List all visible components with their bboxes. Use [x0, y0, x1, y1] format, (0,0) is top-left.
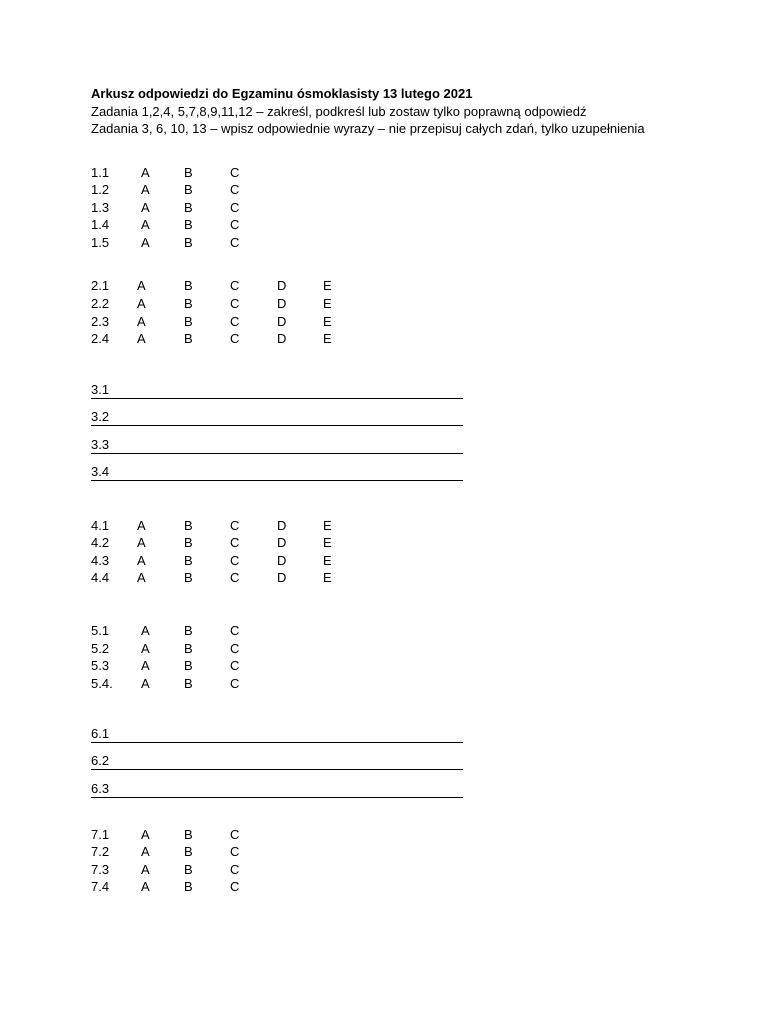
option-e[interactable]: E [323, 296, 332, 311]
question-number: 1.1 [91, 165, 110, 180]
option-d[interactable]: D [277, 331, 287, 346]
option-a[interactable]: A [137, 570, 146, 585]
option-a[interactable]: A [137, 535, 146, 550]
option-b[interactable]: B [184, 553, 193, 568]
option-b[interactable]: B [184, 518, 193, 533]
option-b[interactable]: B [184, 217, 193, 232]
option-a[interactable]: A [141, 235, 150, 250]
question-number: 3.1 [91, 382, 110, 397]
option-d[interactable]: D [277, 553, 287, 568]
option-c[interactable]: C [230, 235, 240, 250]
sheet-title: Arkusz odpowiedzi do Egzaminu ósmoklasisty 13 lutego 2021 [91, 86, 473, 101]
question-number: 7.1 [91, 827, 110, 842]
option-d[interactable]: D [277, 314, 287, 329]
option-a[interactable]: A [141, 217, 150, 232]
option-c[interactable]: C [230, 553, 240, 568]
fill-in-line[interactable] [91, 463, 463, 481]
option-e[interactable]: E [323, 518, 332, 533]
option-a[interactable]: A [137, 518, 146, 533]
question-number: 6.1 [91, 726, 110, 741]
instructions-fill-in: Zadania 3, 6, 10, 13 – wpisz odpowiednie wyrazy – nie przepisuj całych zdań, tylko uzupełnienia [91, 121, 645, 136]
question-number: 1.4 [91, 217, 110, 232]
question-number: 1.3 [91, 200, 110, 215]
option-d[interactable]: D [277, 570, 287, 585]
fill-in-line[interactable] [91, 408, 463, 426]
option-a[interactable]: A [141, 641, 150, 656]
fill-in-line[interactable] [91, 436, 463, 454]
option-b[interactable]: B [184, 165, 193, 180]
option-b[interactable]: B [184, 570, 193, 585]
question-number: 1.2 [91, 182, 110, 197]
question-number: 4.1 [91, 518, 110, 533]
option-d[interactable]: D [277, 278, 287, 293]
question-number: 5.2 [91, 641, 110, 656]
option-e[interactable]: E [323, 553, 332, 568]
option-b[interactable]: B [184, 862, 193, 877]
option-e[interactable]: E [323, 314, 332, 329]
option-a[interactable]: A [141, 182, 150, 197]
option-c[interactable]: C [230, 200, 240, 215]
instructions-choice: Zadania 1,2,4, 5,7,8,9,11,12 – zakreśl, podkreśl lub zostaw tylko poprawną odpowiedź [91, 104, 587, 119]
option-b[interactable]: B [184, 331, 193, 346]
option-c[interactable]: C [230, 844, 240, 859]
question-number: 4.4 [91, 570, 110, 585]
option-b[interactable]: B [184, 314, 193, 329]
option-b[interactable]: B [184, 641, 193, 656]
option-a[interactable]: A [137, 278, 146, 293]
option-a[interactable]: A [137, 314, 146, 329]
option-a[interactable]: A [141, 658, 150, 673]
question-number: 5.1 [91, 623, 110, 638]
question-number: 2.2 [91, 296, 110, 311]
fill-in-line[interactable] [91, 725, 463, 743]
option-b[interactable]: B [184, 844, 193, 859]
option-b[interactable]: B [184, 296, 193, 311]
option-e[interactable]: E [323, 331, 332, 346]
option-c[interactable]: C [230, 331, 240, 346]
option-c[interactable]: C [230, 296, 240, 311]
option-b[interactable]: B [184, 879, 193, 894]
question-number: 4.3 [91, 553, 110, 568]
option-b[interactable]: B [184, 827, 193, 842]
option-b[interactable]: B [184, 182, 193, 197]
option-c[interactable]: C [230, 827, 240, 842]
option-b[interactable]: B [184, 235, 193, 250]
fill-in-line[interactable] [91, 381, 463, 399]
option-c[interactable]: C [230, 518, 240, 533]
option-c[interactable]: C [230, 217, 240, 232]
option-a[interactable]: A [141, 200, 150, 215]
question-number: 7.4 [91, 879, 110, 894]
fill-in-line[interactable] [91, 752, 463, 770]
option-a[interactable]: A [137, 553, 146, 568]
option-e[interactable]: E [323, 535, 332, 550]
option-a[interactable]: A [137, 331, 146, 346]
question-number: 3.4 [91, 464, 110, 479]
option-a[interactable]: A [141, 676, 150, 691]
option-c[interactable]: C [230, 278, 240, 293]
option-c[interactable]: C [230, 535, 240, 550]
option-d[interactable]: D [277, 535, 287, 550]
option-a[interactable]: A [141, 623, 150, 638]
option-c[interactable]: C [230, 862, 240, 877]
option-a[interactable]: A [141, 844, 150, 859]
option-a[interactable]: A [137, 296, 146, 311]
option-c[interactable]: C [230, 165, 240, 180]
option-e[interactable]: E [323, 570, 332, 585]
question-number: 5.3 [91, 658, 110, 673]
question-number: 3.3 [91, 437, 110, 452]
option-a[interactable]: A [141, 862, 150, 877]
option-c[interactable]: C [230, 658, 240, 673]
option-a[interactable]: A [141, 827, 150, 842]
option-b[interactable]: B [184, 535, 193, 550]
option-c[interactable]: C [230, 641, 240, 656]
question-number: 7.2 [91, 844, 110, 859]
option-c[interactable]: C [230, 623, 240, 638]
option-b[interactable]: B [184, 658, 193, 673]
option-b[interactable]: B [184, 623, 193, 638]
option-c[interactable]: C [230, 676, 240, 691]
fill-in-line[interactable] [91, 780, 463, 798]
question-number: 2.3 [91, 314, 110, 329]
question-number: 3.2 [91, 409, 110, 424]
option-a[interactable]: A [141, 879, 150, 894]
option-b[interactable]: B [184, 278, 193, 293]
option-c[interactable]: C [230, 570, 240, 585]
option-d[interactable]: D [277, 518, 287, 533]
question-number: 2.4 [91, 331, 110, 346]
option-b[interactable]: B [184, 200, 193, 215]
option-c[interactable]: C [230, 879, 240, 894]
option-d[interactable]: D [277, 296, 287, 311]
question-number: 2.1 [91, 278, 110, 293]
option-b[interactable]: B [184, 676, 193, 691]
question-number: 7.3 [91, 862, 110, 877]
question-number: 6.2 [91, 753, 110, 768]
option-a[interactable]: A [141, 165, 150, 180]
option-e[interactable]: E [323, 278, 332, 293]
question-number: 4.2 [91, 535, 110, 550]
question-number: 1.5 [91, 235, 110, 250]
option-c[interactable]: C [230, 314, 240, 329]
option-c[interactable]: C [230, 182, 240, 197]
question-number: 5.4. [91, 676, 113, 691]
question-number: 6.3 [91, 781, 110, 796]
